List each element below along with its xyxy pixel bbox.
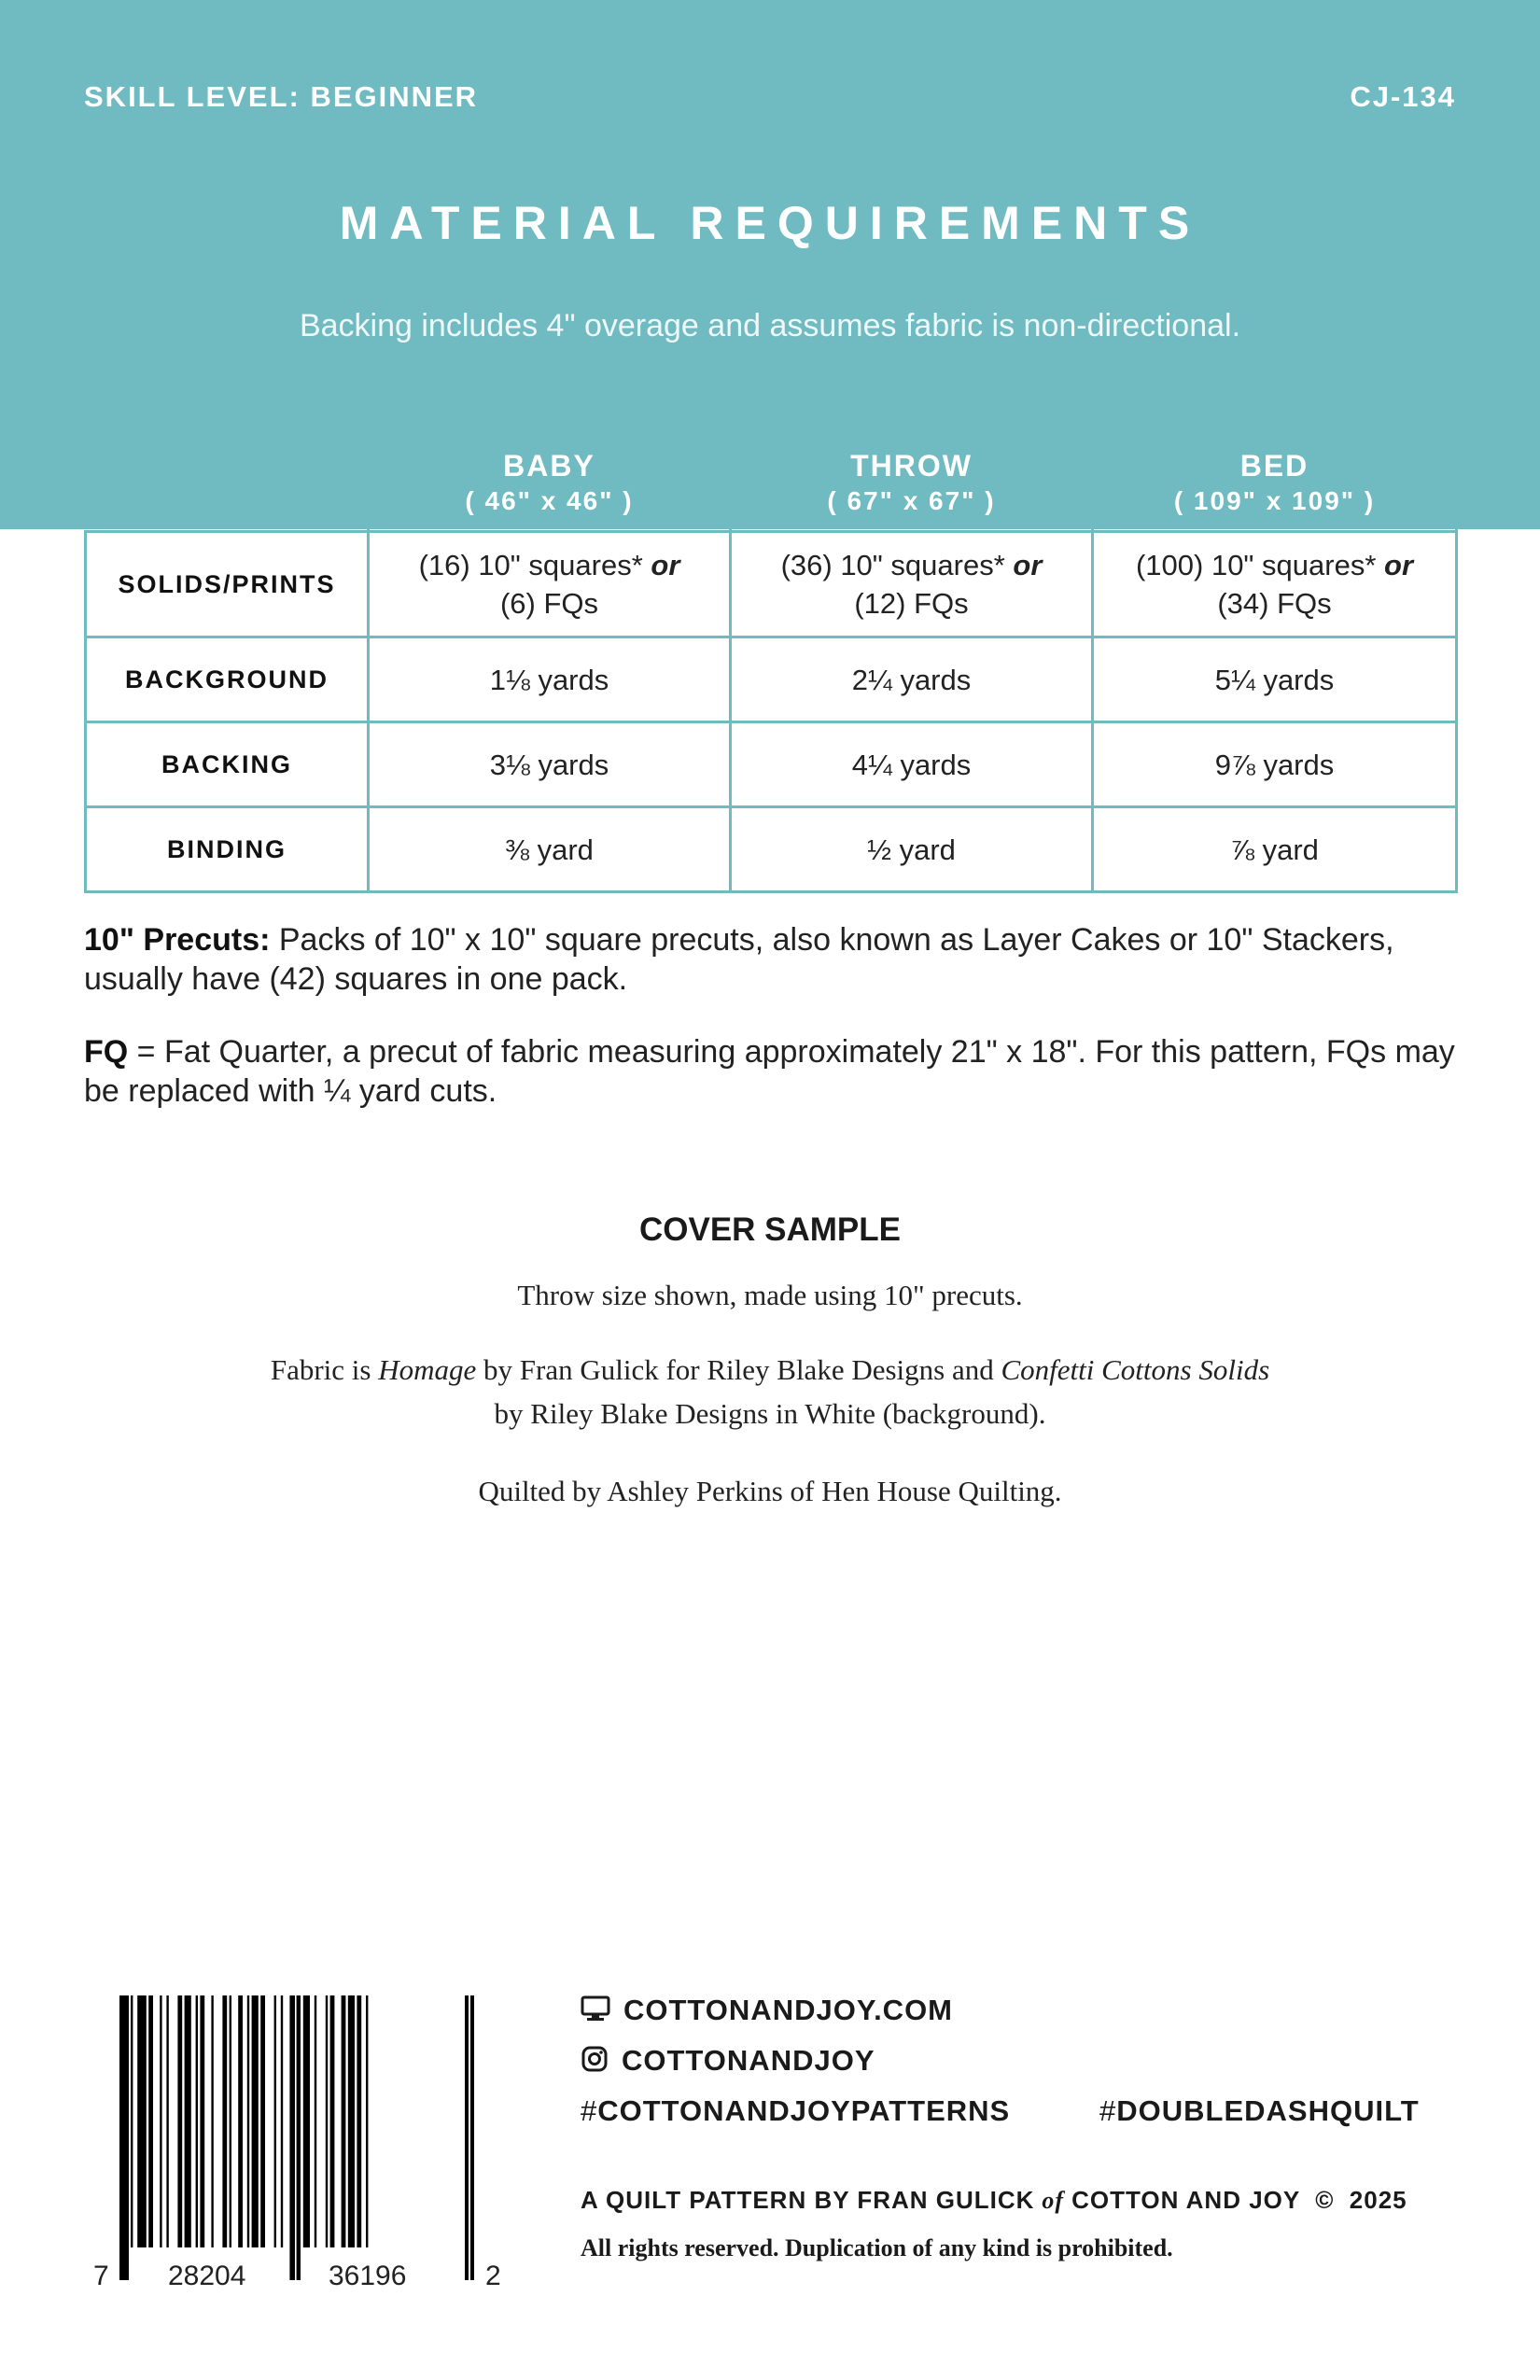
barcode-digit: 7: [93, 2261, 109, 2291]
column-header-baby: [369, 436, 731, 532]
precuts-text: Packs of 10" x 10" square precuts, also known as Layer Cakes or 10" Stackers, usually have (42) squares in one pack.: [84, 922, 1394, 997]
table-header-row: [86, 436, 1457, 532]
table-cell: 9⅞ yards: [1093, 722, 1457, 807]
column-header-bed: [1093, 436, 1457, 532]
pattern-code: CJ-134: [1350, 80, 1456, 113]
column-dims: ( 46" x 46" ): [465, 486, 634, 515]
instagram-link[interactable]: COTTONANDJOY: [581, 2044, 875, 2080]
cover-quilted-line: Quilted by Ashley Perkins of Hen House Quilting.: [478, 1475, 1062, 1507]
table-row: [86, 532, 1457, 637]
barcode-digits: 28204: [168, 2261, 246, 2291]
skill-level: SKILL LEVEL: BEGINNER: [84, 80, 479, 113]
rights-notice: All rights reserved. Duplication of any kind is prohibited.: [581, 2234, 1173, 2261]
table-cell: 5¼ yards: [1093, 637, 1457, 722]
column-name: BED: [1239, 449, 1309, 483]
barcode-digit: 2: [485, 2261, 501, 2291]
table-cell: (36) 10" squares* or (12) FQs: [731, 532, 1093, 637]
precuts-note: [84, 920, 1465, 999]
barcode-digits: 36196: [329, 2261, 407, 2291]
column-dims: ( 109" x 109" ): [1173, 486, 1376, 515]
page-title: MATERIAL REQUIREMENTS: [339, 197, 1201, 249]
column-name: BABY: [503, 449, 595, 483]
precuts-label: 10" Precuts:: [84, 922, 271, 958]
column-name: THROW: [850, 449, 973, 483]
cover-fabric-line-2: by Riley Blake Designs in White (background).: [494, 1397, 1046, 1430]
table-cell: (16) 10" squares* or (6) FQs: [369, 532, 731, 637]
table-cell: 1⅛ yards: [369, 637, 731, 722]
row-label: BACKING: [86, 722, 369, 807]
cover-size-line: Throw size shown, made using 10" precuts.: [517, 1279, 1023, 1311]
pattern-credit: A QUILT PATTERN BY FRAN GULICK of COTTON AND JOY © 2025: [581, 2186, 1407, 2214]
table-row: [86, 722, 1457, 807]
instagram-icon: [581, 2045, 609, 2080]
table-cell: 2¼ yards: [731, 637, 1093, 722]
table-cell: 4¼ yards: [731, 722, 1093, 807]
fq-note: [84, 1032, 1465, 1111]
page-subtitle: Backing includes 4" overage and assumes fabric is non-directional.: [299, 308, 1241, 343]
barcode-image: [93, 1995, 504, 2285]
row-label: BACKGROUND: [86, 637, 369, 722]
material-requirements-table: [84, 434, 1458, 893]
column-dims: ( 67" x 67" ): [827, 486, 996, 515]
fq-label: FQ: [84, 1034, 129, 1070]
cover-fabric-line: Fabric is Homage by Fran Gulick for Riley Blake Designs and Confetti Cottons Solids: [270, 1353, 1270, 1386]
hashtag-patterns[interactable]: #COTTONANDJOYPATTERNS: [581, 2094, 1011, 2127]
cover-sample-title: COVER SAMPLE: [638, 1211, 902, 1248]
table-cell: ⅞ yard: [1093, 807, 1457, 892]
table-row: [86, 637, 1457, 722]
fq-text: = Fat Quarter, a precut of fabric measuring approximately 21" x 18". For this pattern, FQs may be replaced with ¼ yard cuts.: [84, 1034, 1455, 1109]
website-link[interactable]: COTTONANDJOY.COM: [581, 1994, 953, 2030]
column-header-throw: [731, 436, 1093, 532]
table-cell: (100) 10" squares* or (34) FQs: [1093, 532, 1457, 637]
table-cell: ⅜ yard: [369, 807, 731, 892]
row-label: SOLIDS/PRINTS: [86, 532, 369, 637]
monitor-icon: [581, 1995, 610, 2030]
table-corner: [86, 436, 369, 532]
table-row: [86, 807, 1457, 892]
hashtag-quilt[interactable]: #DOUBLEDASHQUILT: [1099, 2094, 1420, 2127]
table-cell: ½ yard: [731, 807, 1093, 892]
table-cell: 3⅛ yards: [369, 722, 731, 807]
row-label: BINDING: [86, 807, 369, 892]
